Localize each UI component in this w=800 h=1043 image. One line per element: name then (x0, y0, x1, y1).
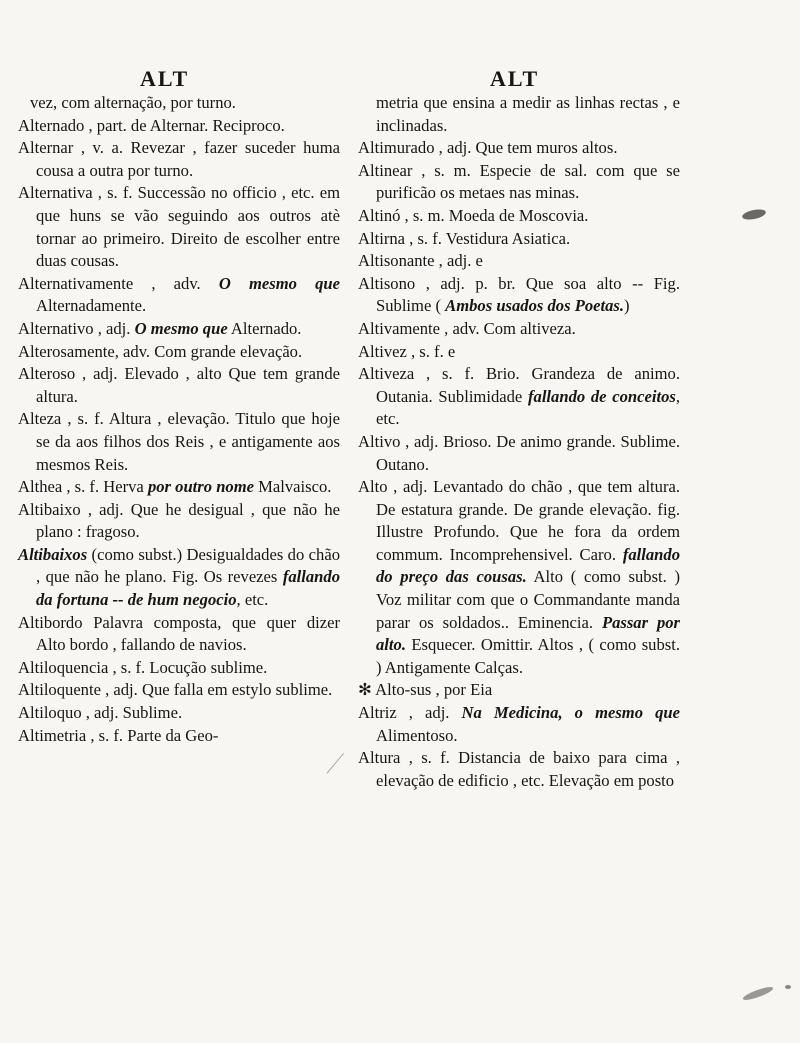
entry-text: Altinear , s. m. Especie de sal. com que se purificão os metaes nas minas. (358, 160, 680, 203)
entry-text: ) (624, 296, 630, 316)
entry-text: Altinó , s. m. Moeda de Moscovia. (358, 205, 589, 225)
dictionary-entry (18, 273, 340, 318)
entry-text: Altimurado , adj. Que tem muros altos. (358, 138, 618, 158)
dictionary-entry (18, 363, 340, 408)
entry-italic-text: fallando de conceitos (528, 386, 676, 406)
dictionary-entry (18, 657, 340, 680)
entry-italic-text: Na Medicina, o mesmo que (461, 703, 680, 723)
entry-text: vez, com alternação, por turno. (30, 93, 236, 112)
dictionary-entry (358, 273, 680, 318)
dictionary-entry (358, 702, 680, 747)
dictionary-entry (358, 431, 680, 476)
entry-italic-text: fallando do preço das cousas. (376, 544, 680, 587)
entry-text: Altiveza , s. f. Brio. Grandeza de animo. Outania. Sublimidade (358, 364, 680, 406)
entry-text: Alterosamente, adv. Com grande elevação. (18, 341, 303, 361)
entry-text: Altivez , s. f. e (358, 341, 456, 361)
dictionary-entry (358, 160, 680, 205)
entry-text: Altibordo Palavra composta, que quer dizer Alto bordo , fallando de navios. (18, 612, 340, 655)
dictionary-entry (18, 318, 340, 341)
entry-text: Altiloquencia , s. f. Locução sublime. (18, 657, 268, 677)
dictionary-entry (18, 408, 340, 476)
dictionary-entry (358, 476, 680, 679)
ink-speck (785, 985, 791, 989)
dictionary-entry (18, 725, 340, 748)
entry-italic-text: Altibaixos (18, 544, 88, 564)
entry-text: Alternativa , s. f. Successão no officio , etc. em que huns se vão seguindo aos outros atè tornar ao primeiro. Direito de escolher entre duas cousas. (18, 183, 340, 271)
left-column (18, 92, 340, 747)
entry-text: Esquecer. Omittir. Altos , ( como subst. ) Antigamente Calças. (376, 635, 680, 677)
dictionary-entry (358, 318, 680, 341)
entry-text: Alternado. (227, 318, 302, 338)
entry-text: Altisono , adj. p. br. Que soa alto -- Fig. Sublime ( (358, 273, 680, 316)
dictionary-entry (358, 250, 680, 273)
entry-text: Alternativamente , adv. (18, 273, 219, 293)
entry-text: Altura , s. f. Distancia de baixo para cima , elevação de edificio , etc. Elevação em posto (358, 748, 680, 790)
entry-text: , etc. (376, 386, 681, 429)
right-running-head: ALT (490, 66, 540, 91)
dictionary-entry (18, 92, 340, 115)
entry-text: ✻ Alto-sus , por Eia (358, 680, 493, 700)
dictionary-entry (18, 115, 340, 138)
dictionary-entry (358, 228, 680, 251)
dictionary-entry (18, 137, 340, 182)
entry-text: Altirna , s. f. Vestidura Asiatica. (358, 228, 571, 248)
entry-text: Alternadamente. (36, 296, 147, 316)
dictionary-entry (358, 341, 680, 364)
dictionary-entry (18, 476, 340, 499)
entry-italic-text: por outro nome (147, 477, 254, 497)
entry-text: Altiloquente , adj. Que falla em estylo sublime. (18, 680, 333, 700)
right-column (358, 92, 680, 792)
dictionary-entry (18, 499, 340, 544)
dictionary-entry (18, 679, 340, 702)
entry-text: Altriz , adj. (358, 703, 462, 723)
entry-text: Alteroso , adj. Elevado , alto Que tem grande altura. (18, 364, 340, 406)
entry-text: Alimentoso. (376, 725, 458, 745)
entry-text: Altivamente , adv. Com altiveza. (358, 318, 576, 338)
dictionary-entry (18, 341, 340, 364)
entry-italic-text: O mesmo que (134, 318, 228, 338)
entry-text: Altimetria , s. f. Parte da Geo- (18, 725, 219, 745)
entry-text: Alternar , v. a. Revezar , fazer suceder huma cousa a outra por turno. (18, 138, 340, 180)
ink-smudge (741, 208, 766, 222)
entry-italic-text: Passar por alto. (376, 612, 680, 655)
entry-text: (como subst.) Desigualdades do chão , que não he plano. Fig. Os revezes (36, 544, 340, 587)
entry-italic-text: Ambos usados dos Poetas. (445, 296, 625, 316)
dictionary-entry (358, 747, 680, 792)
dictionary-entry (18, 544, 340, 612)
dictionary-entry (18, 182, 340, 272)
entry-text: metria que ensina a medir as linhas rectas , e inclinadas. (376, 93, 680, 135)
left-running-head: ALT (140, 66, 190, 91)
dictionary-entry (18, 702, 340, 725)
entry-text: Altivo , adj. Brioso. De animo grande. Sublime. Outano. (358, 431, 680, 474)
entry-text: Altiloquo , adj. Sublime. (18, 703, 183, 723)
entry-text: Alternado , part. de Alternar. Reciproco. (18, 115, 285, 135)
dictionary-entry (358, 205, 680, 228)
entry-text: Althea , s. f. Herva (18, 477, 148, 497)
entry-text: Malvaisco. (254, 477, 332, 497)
dictionary-entry (358, 679, 680, 702)
entry-italic-text: O mesmo que (218, 273, 340, 293)
entry-text: Alteza , s. f. Altura , elevação. Titulo que hoje se da aos filhos dos Reis , e antigamente aos mesmos Reis. (18, 409, 340, 474)
entry-text: , etc. (236, 590, 269, 610)
dictionary-entry (358, 92, 680, 137)
dictionary-entry (18, 612, 340, 657)
entry-text: Altisonante , adj. e (358, 251, 483, 271)
dictionary-entry (358, 363, 680, 431)
entry-text: Alto ( como subst. ) Voz militar com que o Commandante manda parar os soldados.. Eminencia. (376, 567, 681, 632)
ink-smudge (742, 985, 774, 1003)
dictionary-entry (358, 137, 680, 160)
entry-text: Alternativo , adj. (18, 318, 135, 338)
entry-italic-text: fallando da fortuna -- de hum negocio (36, 567, 340, 610)
entry-text: Alto , adj. Levantado do chão , que tem altura. De estatura grande. De grande elevação. fig. Illustre Profundo. Que he fora da ordem commum. Incomprehensivel. Caro. (358, 477, 680, 564)
entry-text: Altibaixo , adj. Que he desigual , que não he plano : fragoso. (18, 499, 340, 542)
